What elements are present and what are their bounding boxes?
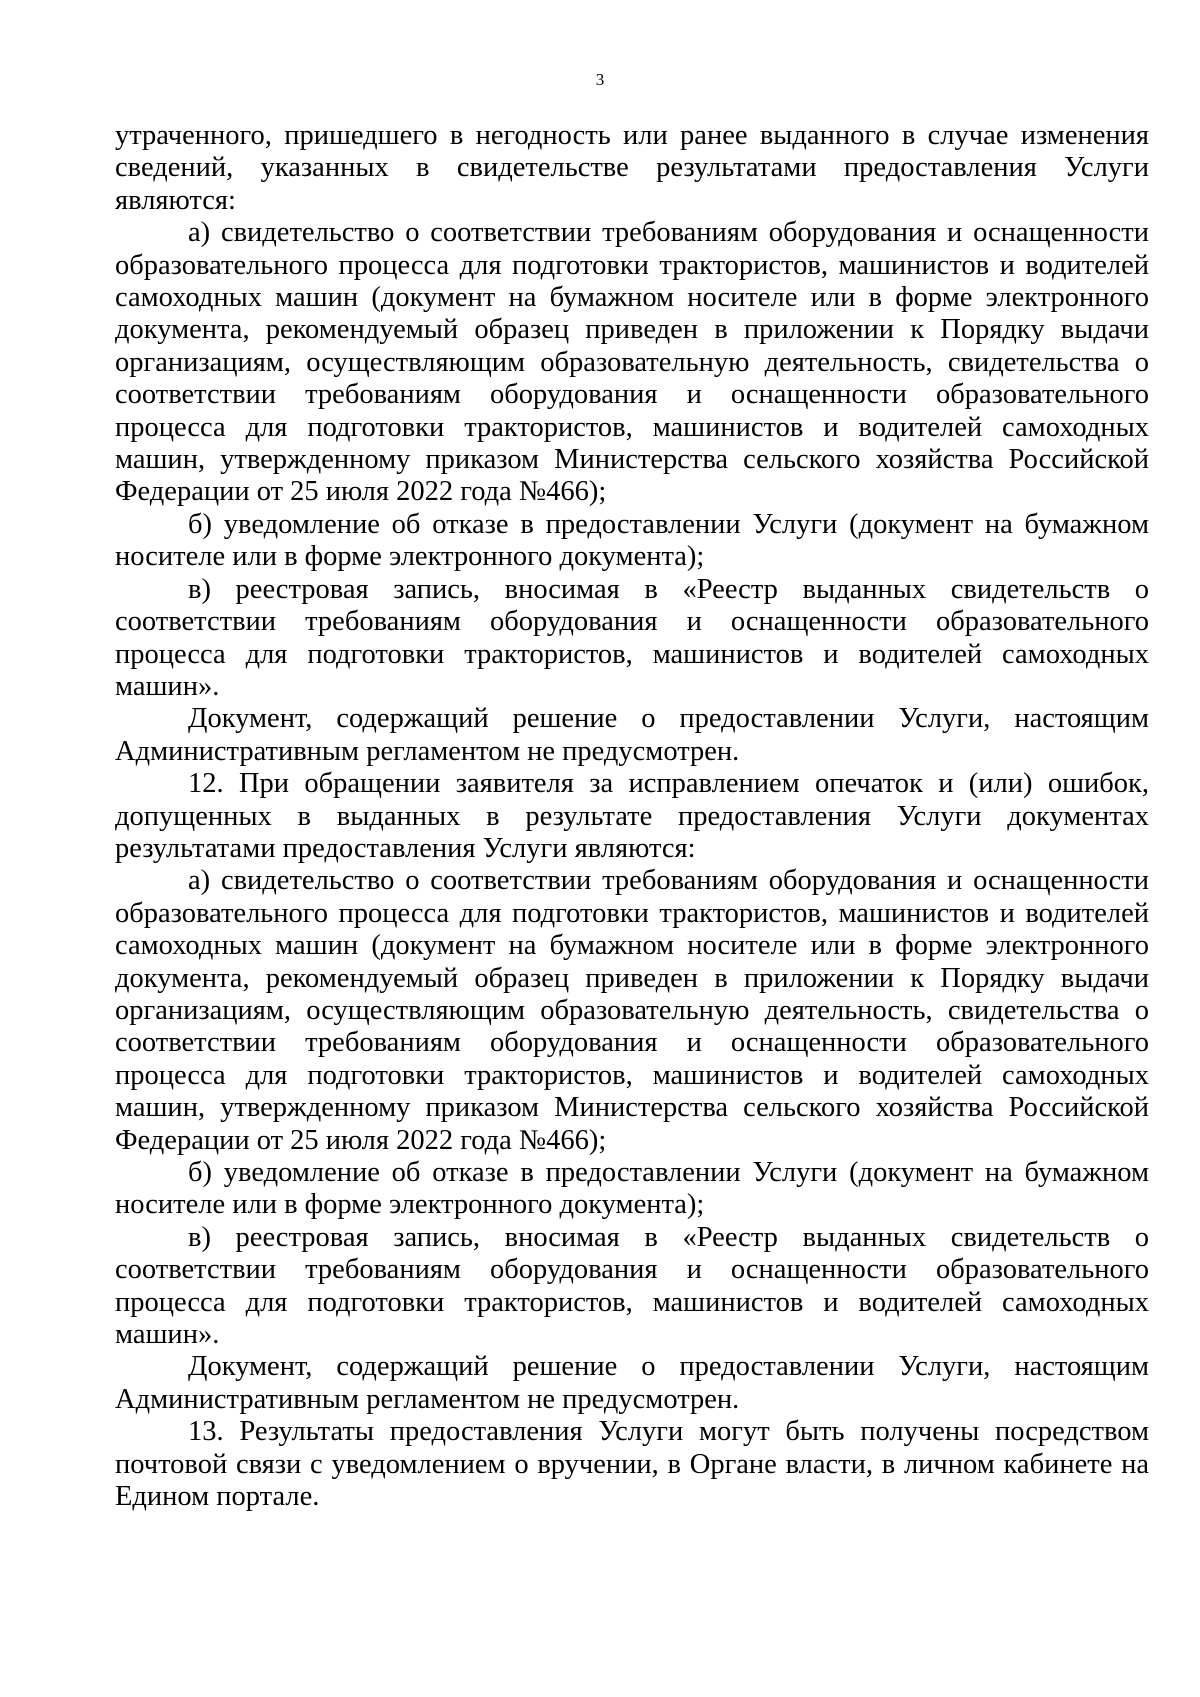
paragraph-clause-13: 13. Результаты предоставления Услуги могут быть получены посредством почтовой связи с уведомлением о вручении, в Органе власти, в личном кабинете на Едином портале. [115,1416,1149,1513]
paragraph-item-v-2: в) реестровая запись, вносимая в «Реестр выданных свидетельств о соответствии требованиям оборудования и оснащенности образовательного процесса для подготовки трактористов, машинистов и водителей самоходных машин». [115,1221,1149,1351]
paragraph-item-a-2: а) свидетельство о соответствии требованиям оборудования и оснащенности образовательного процесса для подготовки трактористов, машинистов и водителей самоходных машин (документ на бумажном носителе или в форме электронного документа, рекомендуемый образец приведен в приложении к Порядку выдачи организациям, осуществляющим образовательную деятельность, свидетельства о соответствии требованиям оборудования и оснащенности образовательного процесса для подготовки трактористов, машинистов и водителей самоходных машин, утвержденному приказом Министерства сельского хозяйства Российской Федерации от 25 июля 2022 года №466); [115,865,1149,1156]
paragraph-item-v-1: в) реестровая запись, вносимая в «Реестр выданных свидетельств о соответствии требованиям оборудования и оснащенности образовательного процесса для подготовки трактористов, машинистов и водителей самоходных машин». [115,573,1149,702]
paragraph-item-b-1: б) уведомление об отказе в предоставлении Услуги (документ на бумажном носителе или в форме электронного документа); [115,508,1149,573]
document-body [115,120,1149,1513]
paragraph-item-a-1: а) свидетельство о соответствии требованиям оборудования и оснащенности образовательного процесса для подготовки трактористов, машинистов и водителей самоходных машин (документ на бумажном носителе или в форме электронного документа, рекомендуемый образец приведен в приложении к Порядку выдачи организациям, осуществляющим образовательную деятельность, свидетельства о соответствии требованиям оборудования и оснащенности образовательного процесса для подготовки трактористов, машинистов и водителей самоходных машин, утвержденному приказом Министерства сельского хозяйства Российской Федерации от 25 июля 2022 года №466); [115,217,1149,508]
paragraph-clause-12: 12. При обращении заявителя за исправлением опечаток и (или) ошибок, допущенных в выданных в результате предоставления Услуги документах результатами предоставления Услуги являются: [115,768,1149,864]
paragraph-item-b-2: б) уведомление об отказе в предоставлении Услуги (документ на бумажном носителе или в форме электронного документа); [115,1157,1149,1221]
paragraph-continuation: утраченного, пришедшего в негодность или ранее выданного в случае изменения сведений, указанных в свидетельстве результатами предоставления Услуги являются: [115,120,1149,216]
page-number: 3 [595,70,605,89]
paragraph-decision-note-1: Документ, содержащий решение о предоставлении Услуги, настоящим Административным регламентом не предусмотрен. [115,703,1149,767]
paragraph-decision-note-2: Документ, содержащий решение о предоставлении Услуги, настоящим Административным регламентом не предусмотрен. [115,1351,1149,1415]
